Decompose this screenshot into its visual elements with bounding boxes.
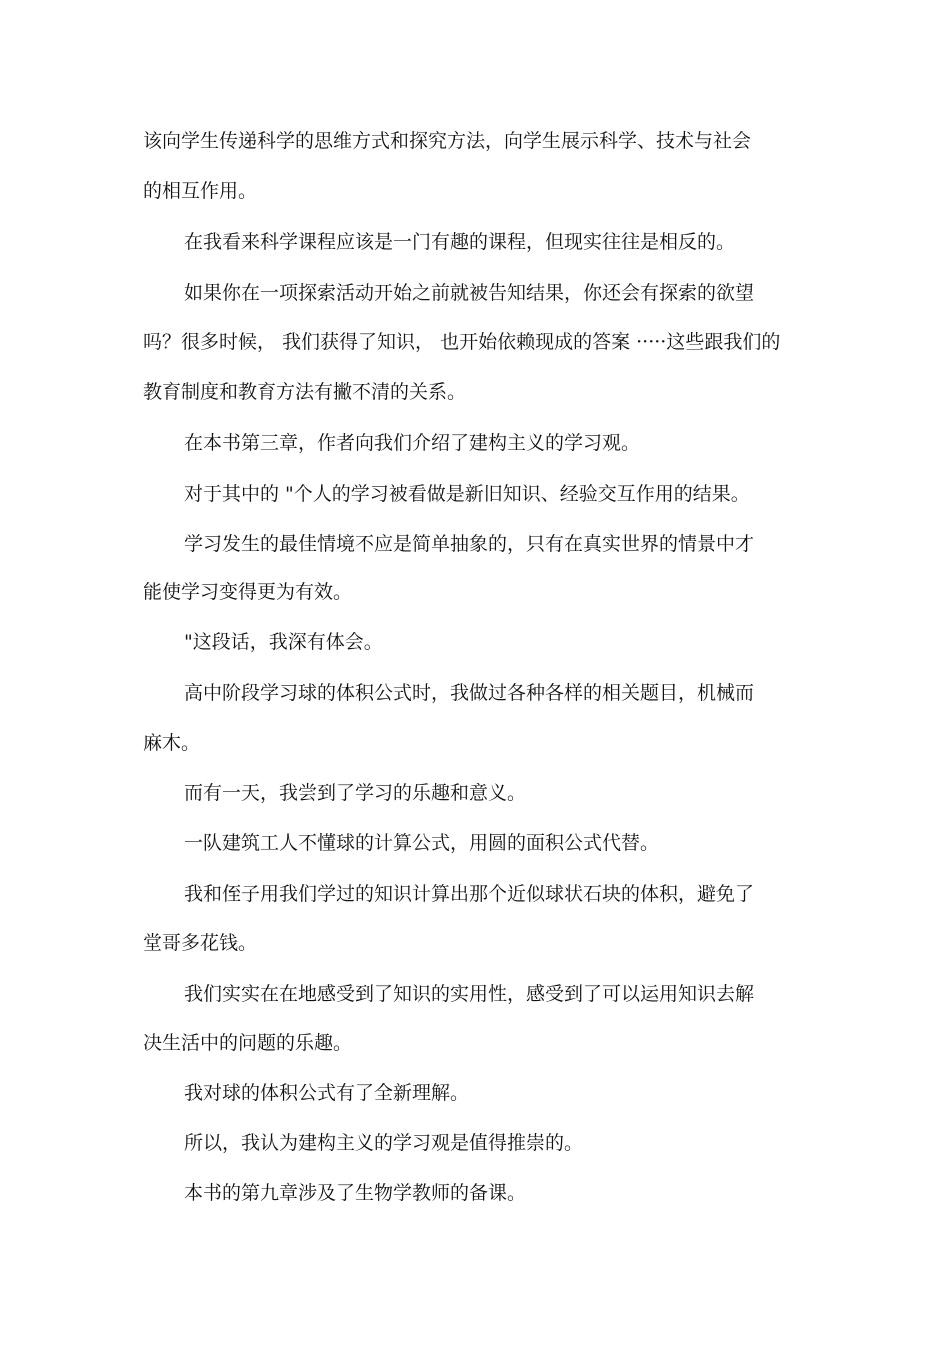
text-line: 我们实实在在地感受到了知识的实用性，感受到了可以运用知识去解	[184, 983, 755, 1005]
text-line: 学习发生的最佳情境不应是简单抽象的，只有在真实世界的情景中才	[184, 533, 755, 555]
text-line: 我对球的体积公式有了全新理解。	[184, 1082, 470, 1104]
text-line: 在本书第三章，作者向我们介绍了建构主义的学习观。	[184, 432, 641, 454]
text-line: 所以，我认为建构主义的学习观是值得推崇的。	[184, 1132, 584, 1154]
text-line: 吗？很多时候， 我们获得了知识， 也开始依赖现成的答案 ·····这些跟我们的	[143, 331, 781, 353]
text-line: 一队建筑工人不懂球的计算公式，用圆的面积公式代替。	[184, 832, 660, 854]
text-line: 对于其中的 "个人的学习被看做是新旧知识、经验交互作用的结果。	[184, 483, 750, 505]
text-line: 在我看来科学课程应该是一门有趣的课程，但现实往往是相反的。	[184, 231, 736, 253]
text-line: 堂哥多花钱。	[143, 932, 258, 954]
text-line: 高中阶段学习球的体积公式时，我做过各种各样的相关题目，机械而	[184, 682, 755, 704]
text-line: "这段话，我深有体会。	[184, 631, 383, 653]
text-line: 决生活中的问题的乐趣。	[143, 1032, 353, 1054]
text-line: 能使学习变得更为有效。	[143, 581, 353, 603]
text-line: 教育制度和教育方法有撇不清的关系。	[143, 381, 467, 403]
text-line: 的相互作用。	[143, 180, 258, 202]
text-line: 我和侄子用我们学过的知识计算出那个近似球状石块的体积，避免了	[184, 883, 755, 905]
text-line: 本书的第九章涉及了生物学教师的备课。	[184, 1182, 527, 1204]
text-line: 该向学生传递科学的思维方式和探究方法，向学生展示科学、技术与社会	[143, 130, 752, 152]
text-line: 如果你在一项探索活动开始之前就被告知结果，你还会有探索的欲望	[184, 282, 755, 304]
text-line: 而有一天，我尝到了学习的乐趣和意义。	[184, 782, 527, 804]
text-line: 麻木。	[143, 732, 201, 754]
